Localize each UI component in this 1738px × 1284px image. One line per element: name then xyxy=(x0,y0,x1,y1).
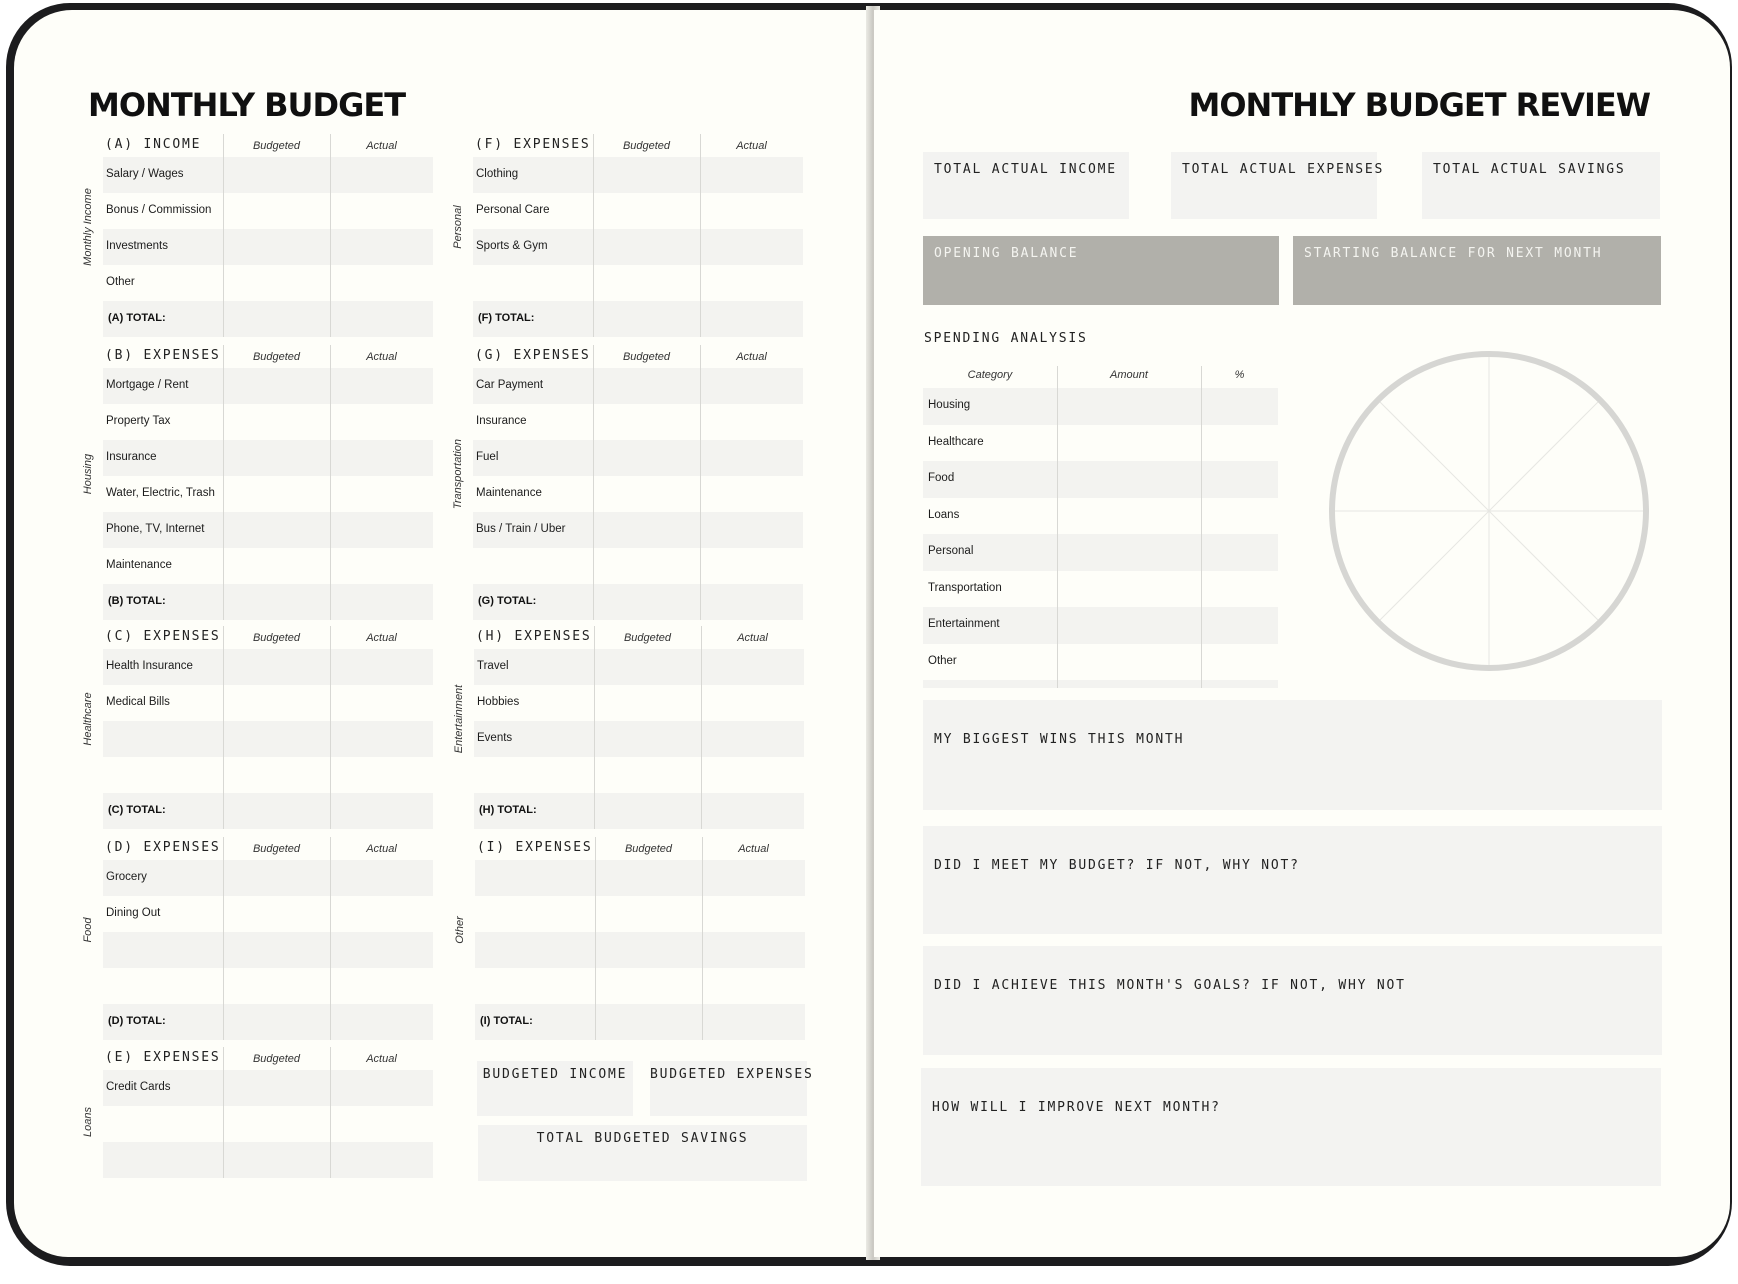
budget-input-row[interactable] xyxy=(223,896,433,932)
category-column-header: Category xyxy=(967,369,1013,381)
section-header: (B) EXPENSES xyxy=(105,348,221,363)
budget-input-row[interactable] xyxy=(594,757,804,793)
section-side-label: Housing xyxy=(82,453,94,495)
spending-input-row[interactable] xyxy=(1057,498,1278,535)
budget-input-row[interactable] xyxy=(593,265,803,301)
section-total-label: (F) TOTAL: xyxy=(478,312,535,324)
spending-input-row[interactable] xyxy=(1057,461,1278,498)
budgeted-column-header: Budgeted xyxy=(252,351,301,363)
budget-input-row[interactable] xyxy=(223,1106,433,1142)
budget-row-label: Dining Out xyxy=(106,907,161,919)
budget-row-label: Property Tax xyxy=(106,415,171,427)
budget-input-row[interactable] xyxy=(594,685,804,721)
budgeted-column-header: Budgeted xyxy=(622,351,671,363)
actual-column-header: Actual xyxy=(366,351,397,363)
budget-row-label: Bonus / Commission xyxy=(106,204,212,216)
review-title: MONTHLY BUDGET REVIEW xyxy=(1188,86,1650,124)
column-divider xyxy=(700,134,701,337)
budget-input-row[interactable] xyxy=(223,1070,433,1106)
budget-input-row[interactable] xyxy=(593,548,803,584)
section-side-label: Healthcare xyxy=(82,692,94,746)
budget-row-label: Bus / Train / Uber xyxy=(476,523,566,535)
section-header: (E) EXPENSES xyxy=(105,1050,221,1065)
left-page xyxy=(14,10,872,1257)
section-header: (D) EXPENSES xyxy=(105,840,221,855)
budget-row-label: Medical Bills xyxy=(106,696,170,708)
total-actual-income-box[interactable] xyxy=(923,152,1129,219)
improve-next-month-box[interactable] xyxy=(921,1068,1661,1186)
budget-input-row[interactable] xyxy=(595,896,805,932)
budgeted-column-header: Budgeted xyxy=(252,632,301,644)
column-divider xyxy=(702,837,703,1040)
column-divider xyxy=(330,837,331,1040)
actual-column-header: Actual xyxy=(366,1053,397,1065)
section-side-label: Monthly Income xyxy=(82,188,94,266)
column-divider xyxy=(330,134,331,337)
actual-column-header: Actual xyxy=(737,632,768,644)
budget-row-label: Maintenance xyxy=(476,487,542,499)
total-input-row[interactable] xyxy=(223,793,433,829)
spending-category-label: Loans xyxy=(928,508,960,521)
total-actual-savings-box[interactable] xyxy=(1422,152,1660,219)
budget-row-label: Insurance xyxy=(476,415,527,427)
section-total-label: (G) TOTAL: xyxy=(478,595,537,607)
budgeted-column-header: Budgeted xyxy=(623,632,672,644)
budget-row-label: Personal Care xyxy=(476,204,550,216)
budget-input-row[interactable] xyxy=(223,265,433,301)
section-side-label: Entertainment xyxy=(453,684,465,754)
budget-input-row[interactable] xyxy=(223,368,433,404)
percent-column-header: % xyxy=(1234,369,1245,381)
spending-category-label: Other xyxy=(928,654,957,667)
section-header: (C) EXPENSES xyxy=(105,629,221,644)
budget-input-row[interactable] xyxy=(593,404,803,440)
budgeted-column-header: Budgeted xyxy=(622,140,671,152)
budgeted-column-header: Budgeted xyxy=(252,843,301,855)
total-budgeted-savings-label: TOTAL BUDGETED SAVINGS xyxy=(536,1131,749,1146)
column-divider xyxy=(1201,366,1202,688)
budget-row-label: Hobbies xyxy=(477,696,520,708)
column-divider xyxy=(595,837,596,1040)
budget-row-label: Credit Cards xyxy=(106,1081,171,1093)
column-divider xyxy=(223,134,224,337)
total-actual-income-label: TOTAL ACTUAL INCOME xyxy=(934,162,1117,177)
budgeted-column-header: Budgeted xyxy=(252,140,301,152)
total-budgeted-savings-box[interactable] xyxy=(478,1125,807,1181)
column-divider xyxy=(330,345,331,620)
actual-column-header: Actual xyxy=(366,632,397,644)
column-divider xyxy=(223,837,224,1040)
budget-input-row[interactable] xyxy=(223,157,433,193)
biggest-wins-box[interactable] xyxy=(923,700,1662,810)
budget-row-label: Mortgage / Rent xyxy=(106,379,189,391)
column-divider xyxy=(700,345,701,620)
budget-row-label: Insurance xyxy=(106,451,157,463)
budget-input-row[interactable] xyxy=(223,1142,433,1178)
budget-input-row[interactable] xyxy=(223,649,433,685)
section-total-label: (H) TOTAL: xyxy=(479,804,537,816)
budget-row-label: Car Payment xyxy=(476,379,544,391)
column-divider xyxy=(594,626,595,829)
section-side-label: Transportation xyxy=(452,438,464,510)
spending-table-footer xyxy=(923,680,1278,688)
budget-row-label: Other xyxy=(106,276,135,288)
budget-row-label: Events xyxy=(477,732,513,744)
section-header: (I) EXPENSES xyxy=(477,840,593,855)
biggest-wins-label: MY BIGGEST WINS THIS MONTH xyxy=(934,732,1185,747)
budget-input-row[interactable] xyxy=(595,860,805,896)
page-title: MONTHLY BUDGET xyxy=(88,86,406,124)
budget-input-row[interactable] xyxy=(223,548,433,584)
budget-input-row[interactable] xyxy=(593,229,803,265)
budget-row-label: Sports & Gym xyxy=(476,240,548,252)
budget-input-row[interactable] xyxy=(223,757,433,793)
opening-balance-label: OPENING BALANCE xyxy=(934,246,1079,261)
budget-input-row[interactable] xyxy=(223,440,433,476)
total-input-row[interactable] xyxy=(593,584,803,620)
budget-input-row[interactable] xyxy=(595,932,805,968)
spending-category-label: Housing xyxy=(928,399,971,411)
budget-input-row[interactable] xyxy=(223,685,433,721)
budget-row-label: Maintenance xyxy=(106,559,172,571)
column-divider xyxy=(593,345,594,620)
column-divider xyxy=(223,626,224,829)
budget-row-label: Fuel xyxy=(476,451,499,463)
budget-input-row[interactable] xyxy=(593,368,803,404)
budget-input-row[interactable] xyxy=(223,968,433,1004)
total-actual-expenses-box[interactable] xyxy=(1171,152,1385,219)
budget-row-label: Health Insurance xyxy=(106,660,193,672)
spending-input-row[interactable] xyxy=(1057,388,1278,425)
budget-input-row[interactable] xyxy=(223,404,433,440)
achieve-goals-box[interactable] xyxy=(923,946,1662,1055)
total-input-row[interactable] xyxy=(594,793,804,829)
total-input-row[interactable] xyxy=(223,1004,433,1040)
column-divider xyxy=(330,1047,331,1178)
budget-row-label: Salary / Wages xyxy=(106,168,184,180)
total-input-row[interactable] xyxy=(223,584,433,620)
budget-row-label: Water, Electric, Trash xyxy=(106,487,215,499)
section-total-label: (I) TOTAL: xyxy=(480,1015,533,1027)
budget-input-row[interactable] xyxy=(223,860,433,896)
column-divider xyxy=(593,134,594,337)
column-divider xyxy=(330,626,331,829)
budgeted-income-box[interactable] xyxy=(477,1061,633,1116)
budget-row-label: Clothing xyxy=(476,168,519,180)
budget-input-row[interactable] xyxy=(594,649,804,685)
budget-row-label: Investments xyxy=(106,240,168,252)
section-total-label: (C) TOTAL: xyxy=(108,804,166,816)
opening-balance-box[interactable] xyxy=(923,236,1279,305)
spending-category-label: Transportation xyxy=(928,581,1002,594)
total-actual-savings-label: TOTAL ACTUAL SAVINGS xyxy=(1433,162,1626,177)
total-actual-expenses-label: TOTAL ACTUAL EXPENSES xyxy=(1182,162,1385,177)
starting-balance-label: STARTING BALANCE FOR NEXT MONTH xyxy=(1304,246,1603,261)
column-divider xyxy=(223,345,224,620)
budget-input-row[interactable] xyxy=(593,193,803,229)
total-input-row[interactable] xyxy=(223,301,433,337)
column-divider xyxy=(1057,366,1058,688)
budget-input-row[interactable] xyxy=(595,968,805,1004)
actual-column-header: Actual xyxy=(738,843,769,855)
spending-input-row[interactable] xyxy=(1057,425,1278,462)
budget-row-label: Grocery xyxy=(106,871,147,883)
section-total-label: (D) TOTAL: xyxy=(108,1015,166,1027)
budget-input-row[interactable] xyxy=(593,440,803,476)
actual-column-header: Actual xyxy=(736,351,767,363)
budgeted-column-header: Budgeted xyxy=(624,843,673,855)
budget-input-row[interactable] xyxy=(593,157,803,193)
budget-input-row[interactable] xyxy=(223,932,433,968)
amount-column-header: Amount xyxy=(1110,369,1148,381)
section-side-label: Personal xyxy=(452,205,464,249)
spending-pie-chart xyxy=(1324,346,1654,676)
section-header: (G) EXPENSES xyxy=(475,348,591,363)
budget-row-label: Phone, TV, Internet xyxy=(106,523,205,535)
spending-category-label: Food xyxy=(928,472,955,484)
total-input-row[interactable] xyxy=(595,1004,805,1040)
section-total-label: (B) TOTAL: xyxy=(108,595,166,607)
budget-input-row[interactable] xyxy=(223,512,433,548)
achieve-goals-label: DID I ACHIEVE THIS MONTH'S GOALS? IF NOT, WHY NOT xyxy=(934,978,1406,993)
budget-row-label: Travel xyxy=(477,660,509,672)
budgeted-income-label: BUDGETED INCOME xyxy=(482,1067,628,1082)
budget-input-row[interactable] xyxy=(223,476,433,512)
starting-balance-box[interactable] xyxy=(1293,236,1661,305)
spending-input-row[interactable] xyxy=(1057,607,1278,644)
budget-input-row[interactable] xyxy=(593,476,803,512)
column-divider xyxy=(701,626,702,829)
spending-input-row[interactable] xyxy=(1057,644,1278,681)
section-total-label: (A) TOTAL: xyxy=(108,312,166,324)
section-side-label: Loans xyxy=(82,1107,94,1137)
section-header: (F) EXPENSES xyxy=(475,137,591,152)
budget-input-row[interactable] xyxy=(223,193,433,229)
spending-category-label: Personal xyxy=(928,545,974,557)
meet-budget-label: DID I MEET MY BUDGET? IF NOT, WHY NOT? xyxy=(934,858,1300,873)
budgeted-expenses-label: BUDGETED EXPENSES xyxy=(650,1067,814,1082)
budgeted-expenses-box[interactable] xyxy=(650,1061,814,1116)
meet-budget-box[interactable] xyxy=(923,826,1662,934)
right-page xyxy=(874,10,1730,1257)
actual-column-header: Actual xyxy=(366,140,397,152)
section-side-label: Food xyxy=(82,917,94,943)
budget-input-row[interactable] xyxy=(223,721,433,757)
actual-column-header: Actual xyxy=(366,843,397,855)
spending-category-label: Healthcare xyxy=(928,435,984,448)
spending-analysis-heading: SPENDING ANALYSIS xyxy=(924,331,1088,346)
actual-column-header: Actual xyxy=(736,140,767,152)
total-input-row[interactable] xyxy=(593,301,803,337)
column-divider xyxy=(223,1047,224,1178)
budget-input-row[interactable] xyxy=(593,512,803,548)
budgeted-column-header: Budgeted xyxy=(252,1053,301,1065)
improve-next-month-label: HOW WILL I IMPROVE NEXT MONTH? xyxy=(932,1100,1221,1115)
budget-input-row[interactable] xyxy=(594,721,804,757)
section-header: (H) EXPENSES xyxy=(476,629,592,644)
section-side-label: Other xyxy=(454,916,466,944)
spending-input-row[interactable] xyxy=(1057,571,1278,608)
spending-input-row[interactable] xyxy=(1057,534,1278,571)
spending-category-label: Entertainment xyxy=(928,618,1000,630)
section-header: (A) INCOME xyxy=(105,137,202,152)
budget-input-row[interactable] xyxy=(223,229,433,265)
